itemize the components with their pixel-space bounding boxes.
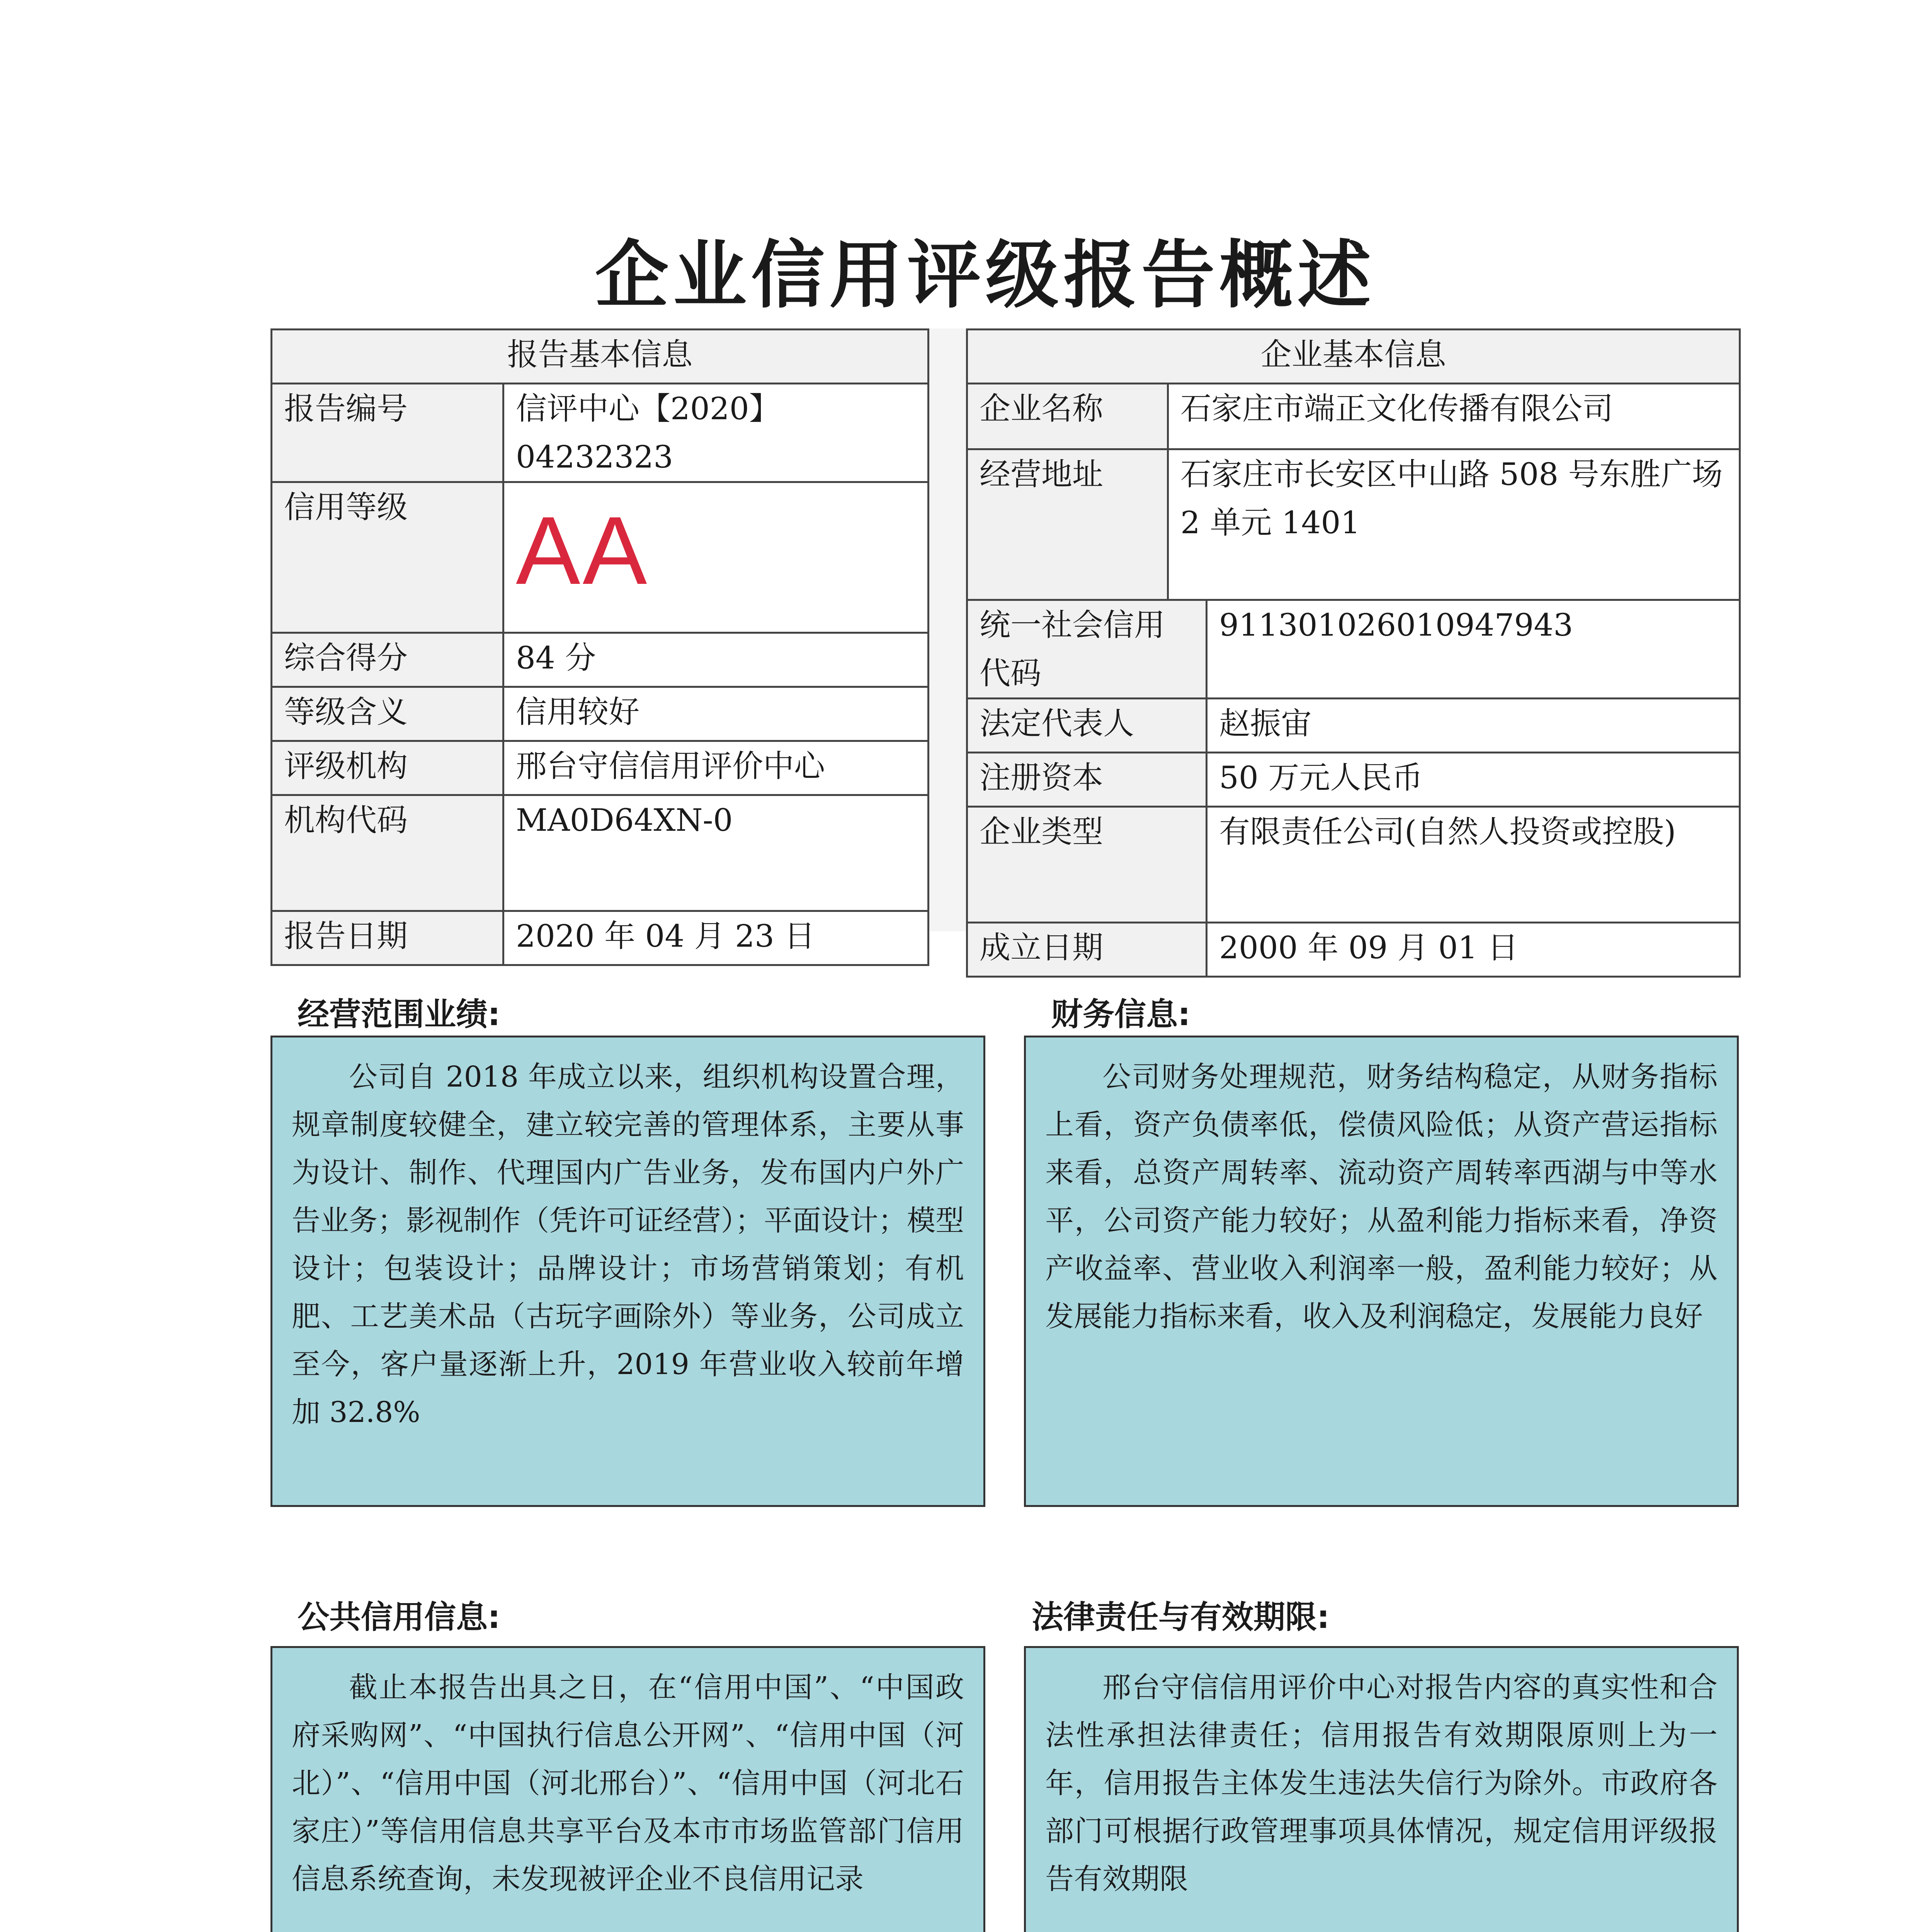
capital-label: 注册资本 xyxy=(967,753,1207,807)
business-section-title: 经营范围业绩: xyxy=(298,996,500,1033)
company-type: 有限责任公司(自然人投资或控股) xyxy=(1207,807,1740,923)
report-number: 信评中心【2020】04232323 xyxy=(503,384,929,482)
credit-grade: AA xyxy=(516,497,650,604)
rating-agency: 邢台守信信用评价中心 xyxy=(503,741,929,795)
report-info-header: 报告基本信息 xyxy=(272,330,929,384)
finance-section-title: 财务信息: xyxy=(1051,996,1190,1033)
founded: 2000 年 09 月 01 日 xyxy=(1207,923,1740,977)
report-info-table xyxy=(270,328,929,966)
report-date-label: 报告日期 xyxy=(272,911,503,965)
legal-text: 邢台守信信用评价中心对报告内容的真实性和合法性承担法律责任；信用报告有效期限原则上为一年，信用报告主体发生违法失信行为除外。市政府各部门可根据行政管理事项具体情况，规定信用评级报告有效期限 xyxy=(1024,1646,1739,1932)
legal-rep: 赵振宙 xyxy=(1207,699,1740,753)
grade-meaning-label: 等级含义 xyxy=(272,687,503,741)
grade-meaning: 信用较好 xyxy=(503,687,929,741)
credit-code-label: 统一社会信用代码 xyxy=(967,600,1207,699)
agency-code-label: 机构代码 xyxy=(272,795,503,911)
score: 84 分 xyxy=(503,633,929,687)
public-credit-section-title: 公共信用信息: xyxy=(298,1599,500,1636)
capital: 50 万元人民币 xyxy=(1207,753,1740,807)
company-info-header: 企业基本信息 xyxy=(967,330,1740,384)
company-info-table xyxy=(966,328,1741,978)
legal-section-title: 法律责任与有效期限: xyxy=(1032,1599,1330,1636)
agency-code: MA0D64XN-0 xyxy=(503,795,929,911)
table-divider xyxy=(927,328,970,931)
company-name: 石家庄市端正文化传播有限公司 xyxy=(1168,384,1740,449)
company-type-label: 企业类型 xyxy=(967,807,1207,923)
address: 石家庄市长安区中山路 508 号东胜广场 2 单元 1401 xyxy=(1168,449,1740,600)
rating-agency-label: 评级机构 xyxy=(272,741,503,795)
score-label: 综合得分 xyxy=(272,633,503,687)
finance-text: 公司财务处理规范，财务结构稳定，从财务指标上看，资产负债率低，偿债风险低；从资产营运指标来看，总资产周转率、流动资产周转率西湖与中等水平，公司资产能力较好；从盈利能力指标来看，净资产收益率、营业收入利润率一般，盈利能力较好；从发展能力指标来看，收入及利润稳定，发展能力良好 xyxy=(1024,1036,1739,1507)
address-label: 经营地址 xyxy=(967,449,1168,600)
business-text: 公司自 2018 年成立以来，组织机构设置合理，规章制度较健全，建立较完善的管理体系，主要从事为设计、制作、代理国内广告业务，发布国内户外广告业务；影视制作（凭许可证经营）；平面设计；模型设计；包装设计；品牌设计；市场营销策划；有机肥、工艺美术品（古玩字画除外）等业务，公司成立至今，客户量逐渐上升，2019 年营业收入较前年增加 32.8% xyxy=(270,1036,985,1507)
legal-rep-label: 法定代表人 xyxy=(967,699,1207,753)
page-title: 企业信用评级报告概述 xyxy=(595,233,1376,318)
report-date: 2020 年 04 月 23 日 xyxy=(503,911,929,965)
credit-grade-cell xyxy=(503,482,929,633)
founded-label: 成立日期 xyxy=(967,923,1207,977)
credit-grade-label: 信用等级 xyxy=(272,482,503,633)
company-name-label: 企业名称 xyxy=(967,384,1168,449)
report-number-label: 报告编号 xyxy=(272,384,503,482)
public-credit-text: 截止本报告出具之日，在“信用中国”、“中国政府采购网”、“中国执行信息公开网”、“信用中国（河北）”、“信用中国（河北邢台）”、“信用中国（河北石家庄）”等信用信息共享平台及本市市场监管部门信用信息系统查询，未发现被评企业不良信用记录 xyxy=(270,1646,985,1932)
credit-code: 911301026010947943 xyxy=(1207,600,1740,699)
